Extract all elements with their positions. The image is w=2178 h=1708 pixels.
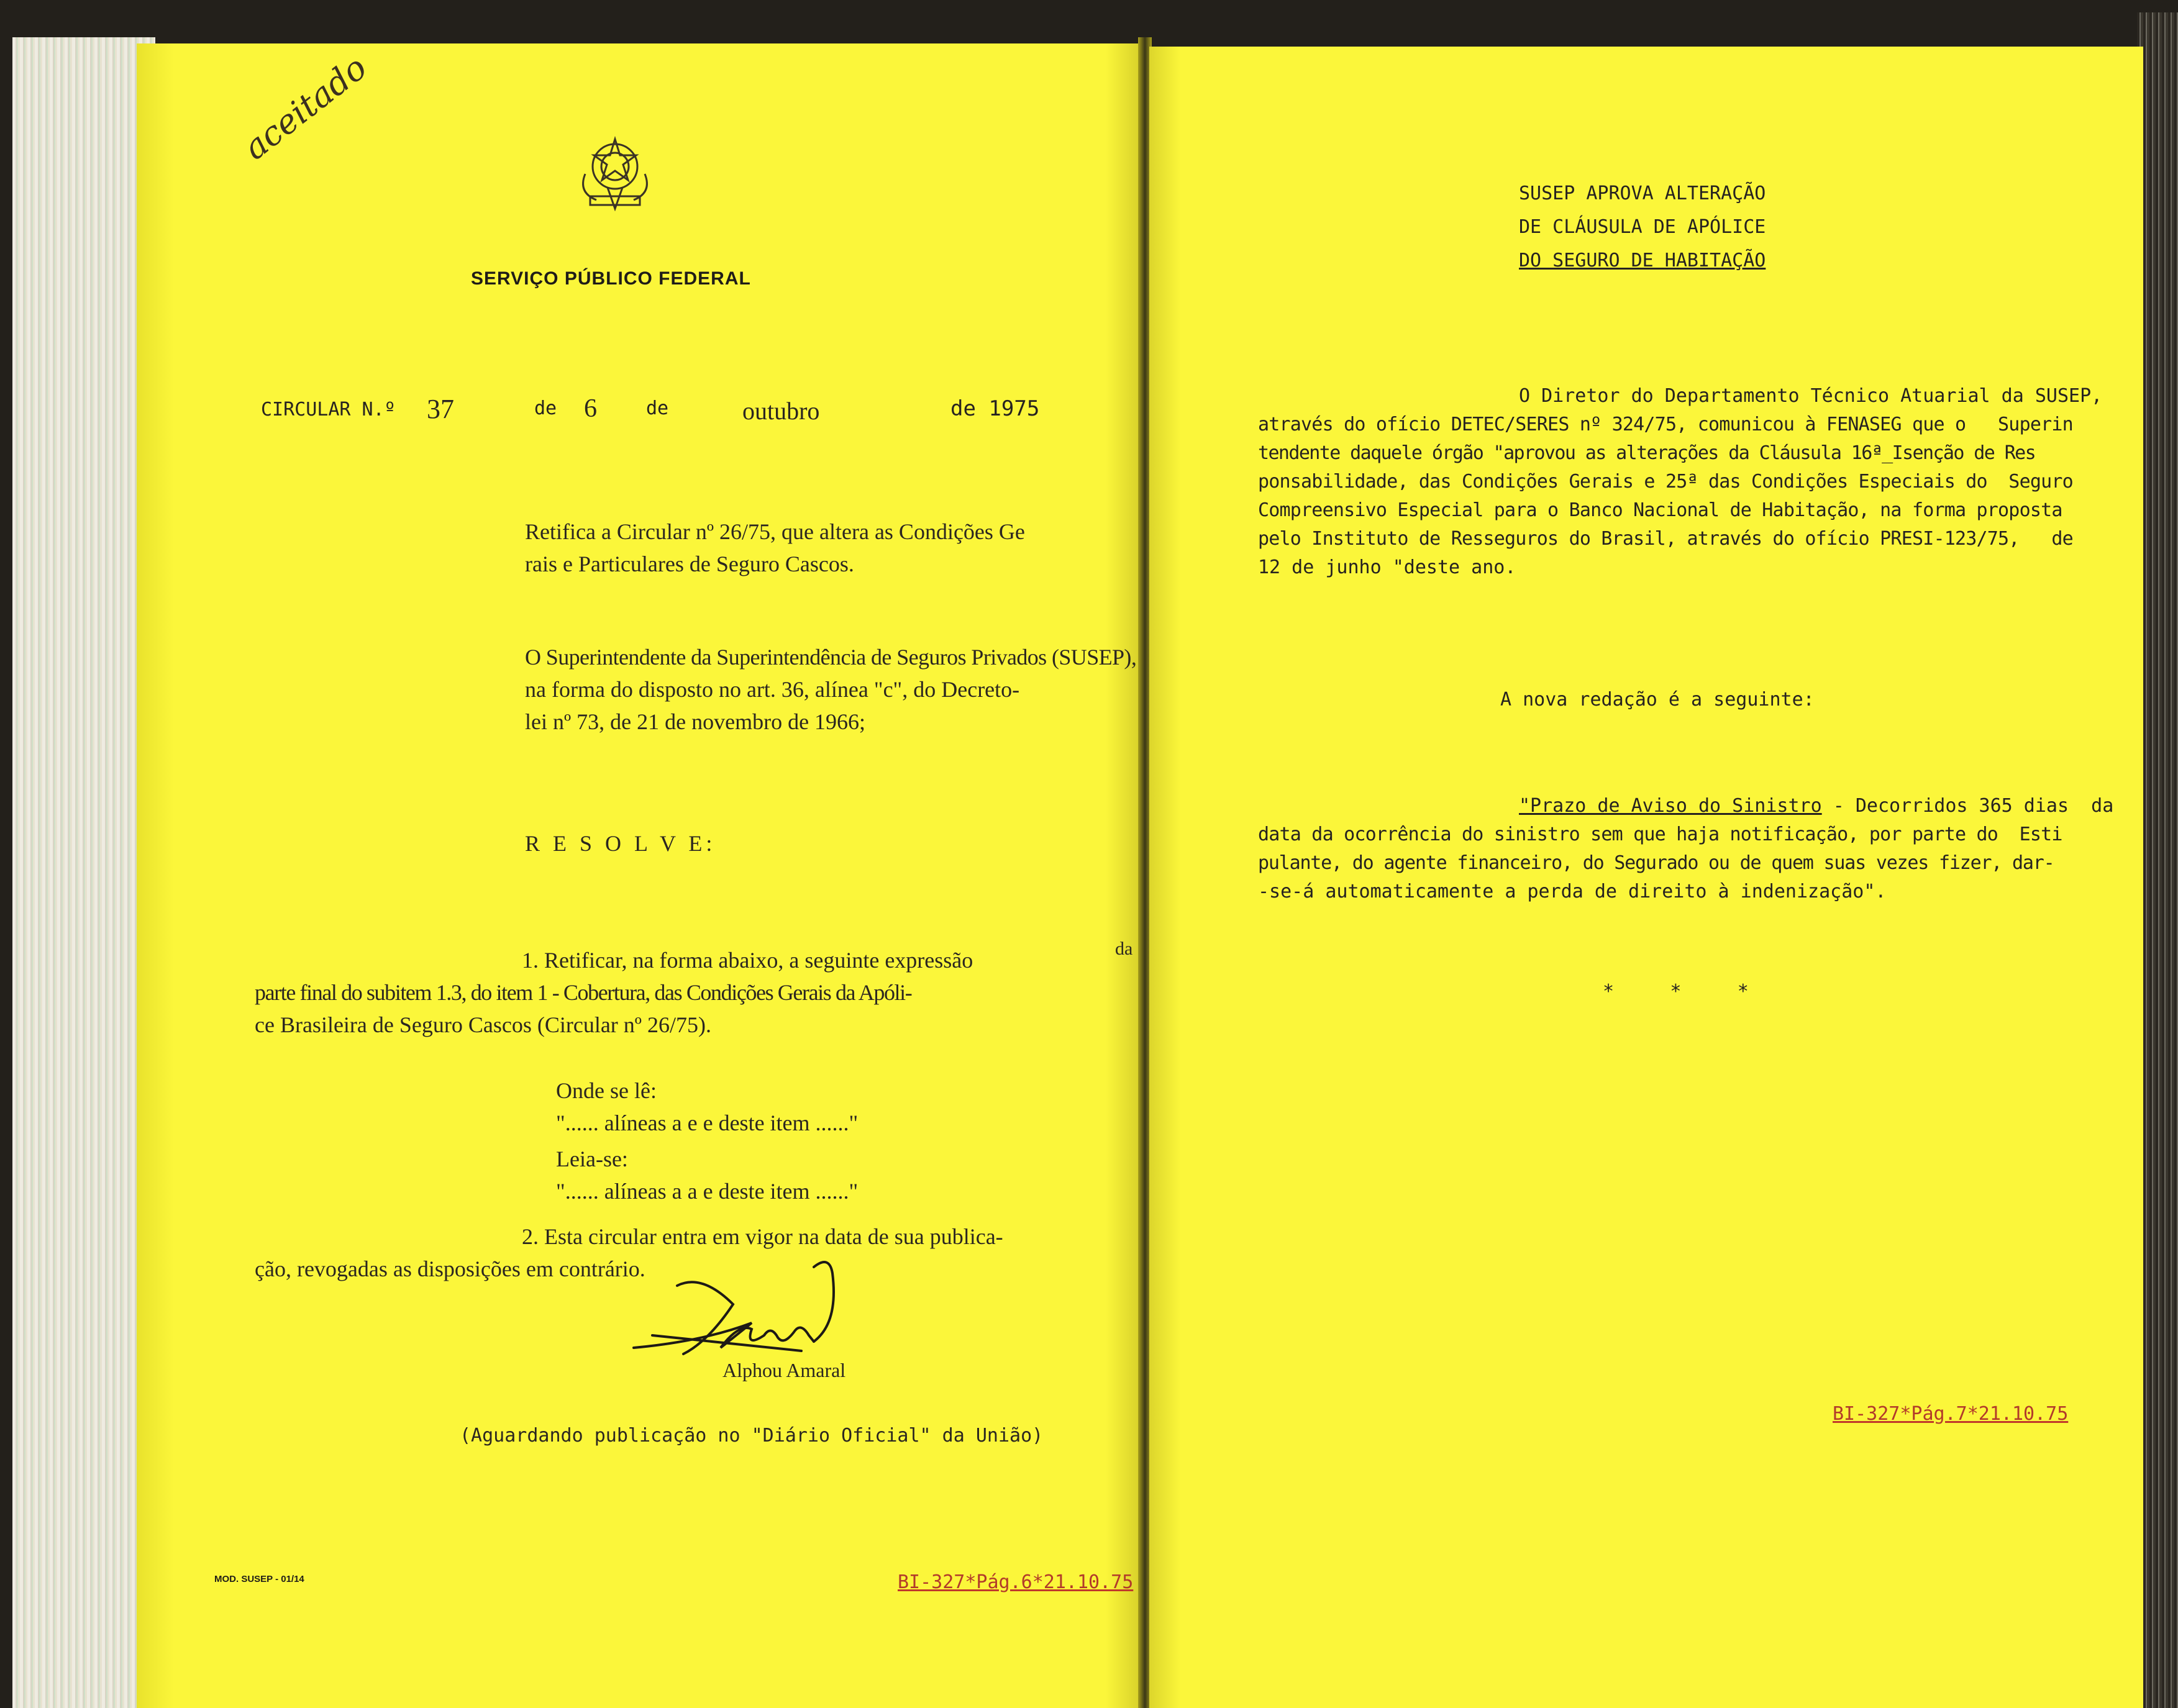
coat-of-arms-icon [572, 130, 658, 211]
item-2-line: 2. Esta circular entra em vigor na data de sua publica- [522, 1224, 1003, 1249]
circular-number: 37 [427, 394, 454, 424]
preamble-line: lei nº 73, de 21 de novembro de 1966; [525, 709, 866, 734]
paragraph-1-line: pelo Instituto de Resseguros do Brasil, através do ofício PRESI-123/75, de [1258, 528, 2073, 550]
circular-day: 6 [584, 394, 597, 423]
clause [1258, 792, 2113, 906]
resolve-heading: R E S O L V E: [525, 831, 716, 856]
item-1 [255, 944, 973, 1041]
title-line: DE CLÁUSULA DE APÓLICE [1519, 216, 1766, 238]
paragraph-1-line: tendente daquele órgão "aprovou as alterações da Cláusula 16ª_Isenção de Res [1258, 442, 2036, 464]
title-line: SUSEP APROVA ALTERAÇÃO [1519, 183, 1766, 204]
preamble [525, 641, 1136, 738]
paragraph-1-line: ponsabilidade, das Condições Gerais e 25ª das Condições Especiais do Seguro [1258, 471, 2073, 493]
leia-text: "...... alíneas a a e deste item ......" [556, 1179, 859, 1204]
title-line: DO SEGURO DE HABITAÇÃO [1519, 250, 1766, 271]
right-page [1149, 47, 2143, 1708]
preamble-line: na forma do disposto no art. 36, alínea "c", do Decreto- [525, 677, 1020, 702]
circular-year: de 1975 [950, 396, 1040, 421]
item-1-line: ce Brasileira de Seguro Cascos (Circular nº 26/75). [255, 1012, 711, 1037]
publication-note: (Aguardando publicação no "Diário Oficial" da União) [460, 1425, 1044, 1447]
clause-line: pulante, do agente financeiro, do Segurado ou de quem suas vezes fizer, dar- [1258, 852, 2054, 874]
paragraph-1 [1258, 382, 2102, 582]
item-2-line: ção, revogadas as disposições em contrário. [255, 1256, 645, 1281]
page-reference: BI-327*Pág.7*21.10.75 [1833, 1403, 2069, 1425]
handwritten-note: aceitado [236, 47, 375, 168]
page-reference: BI-327*Pág.6*21.10.75 [898, 1571, 1134, 1593]
item-1-line: 1. Retificar, na forma abaixo, a seguinte expressão [522, 948, 973, 973]
paragraph-1-line: Compreensivo Especial para o Banco Nacional de Habitação, na forma proposta [1258, 499, 2062, 521]
clause-first-line [1258, 792, 2113, 820]
item-1-trailing-word: da [1115, 938, 1133, 959]
leia-label: Leia-se: [556, 1147, 628, 1171]
clause-line: data da ocorrência do sinistro sem que haja notificação, por parte do Esti [1258, 824, 2062, 845]
paragraph-2: A nova redação é a seguinte: [1500, 689, 1815, 711]
summary-line: rais e Particulares de Seguro Cascos. [525, 552, 854, 576]
summary [525, 516, 1025, 580]
signatory-name: Alphou Amaral [722, 1359, 846, 1381]
clause-line: -se-á automaticamente a perda de direito à indenização". [1258, 881, 1887, 902]
article-title [1519, 177, 1766, 278]
left-page [137, 43, 1140, 1708]
form-code: MOD. SUSEP - 01/14 [214, 1574, 304, 1584]
onde-text: "...... alíneas a e e deste item ......" [556, 1111, 859, 1135]
summary-line: Retifica a Circular nº 26/75, que altera as Condições Ge [525, 519, 1025, 544]
clause-heading: "Prazo de Aviso do Sinistro [1519, 795, 1822, 817]
book-page-edges [12, 37, 155, 1708]
header-text: SERVIÇO PÚBLICO FEDERAL [471, 268, 751, 289]
paragraph-1-line: 12 de junho "deste ano. [1258, 556, 1516, 578]
separator-stars: * * * [1603, 981, 1749, 1002]
circular-de-1: de [534, 397, 557, 419]
onde-label: Onde se lê: [556, 1078, 657, 1103]
item-1-line: parte final do subitem 1.3, do item 1 - Cobertura, das Condições Gerais da Apóli- [255, 980, 912, 1005]
preamble-line: O Superintendente da Superintendência de Seguros Privados (SUSEP), [525, 645, 1137, 670]
circular-month: outubro [742, 397, 820, 425]
clause-line: - Decorridos 365 dias da [1821, 795, 2114, 817]
circular-de-2: de [646, 397, 669, 419]
paragraph-1-line: através do ofício DETEC/SERES nº 324/75, comunicou à FENASEG que o Superin [1258, 414, 2073, 435]
paragraph-1-line: O Diretor do Departamento Técnico Atuarial da SUSEP, [1519, 385, 2103, 407]
circular-label: CIRCULAR N.º [261, 399, 396, 420]
